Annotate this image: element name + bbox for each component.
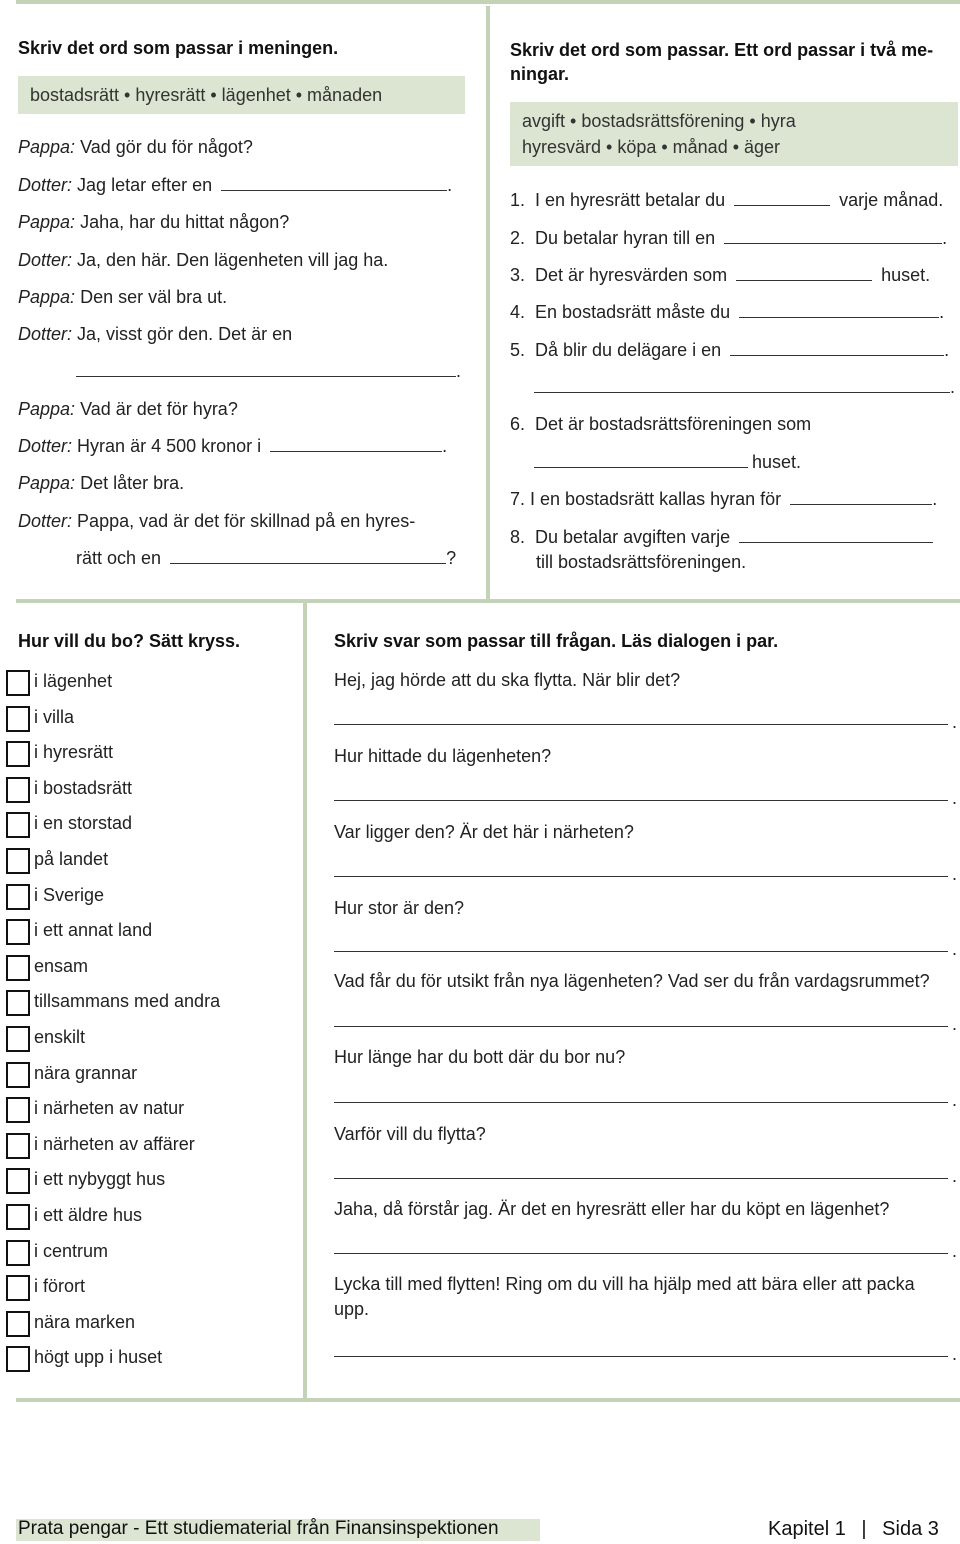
question-text: Hur hittade du lägenheten? [334,746,552,766]
answer-blank[interactable] [270,437,442,452]
question-text: Hur länge har du bott där du bor nu? [334,1047,626,1067]
dialog-heading: Skriv det ord som passar i meningen. [18,38,339,58]
exercise2-item: 3. Det är hyresvärden som huset. [510,265,931,285]
answer-blank[interactable] [736,266,872,281]
answer-line[interactable] [334,1356,948,1357]
dialog-line: rätt och en ? [76,548,457,568]
question-text: Lycka till med flytten! Ring om du vill ha hjälp med att bära eller att packa upp. [334,1274,915,1319]
center-divider-bottom [303,603,307,1400]
checkbox[interactable] [6,777,30,803]
chapter-label: Kapitel 1 [768,1518,846,1540]
checkbox[interactable] [6,812,30,838]
checkbox[interactable] [6,1133,30,1159]
exercise2-item: 5. Då blir du delägare i en . [510,340,950,360]
answer-blank[interactable] [730,341,944,356]
checklist-item-label: nära marken [34,1312,136,1332]
checklist-item-label: på landet [34,849,109,869]
checkbox[interactable] [6,1097,30,1123]
checkbox[interactable] [6,741,30,767]
answer-blank[interactable] [534,453,748,468]
checkbox[interactable] [6,1311,30,1337]
dialog-line: Pappa: Den ser väl bra ut. [18,287,228,307]
dialog-line: Pappa: Vad är det för hyra? [18,399,238,419]
checklist-item-label: i ett annat land [34,920,153,940]
answer-blank[interactable] [739,528,933,543]
checklist-heading: Hur vill du bo? Sätt kryss. [18,631,241,651]
checkbox[interactable] [6,919,30,945]
checklist-item-label: i Sverige [34,885,105,905]
checklist-item-label: i bostadsrätt [34,778,133,798]
exercise2-item: 4. En bostadsrätt måste du . [510,302,945,322]
footer-separator: | [861,1518,867,1540]
checklist-item-label: tillsammans med andra [34,991,221,1011]
exercise2-item: 8. Du betalar avgiften varje [510,526,933,548]
checkbox[interactable] [6,848,30,874]
checklist-item-label: i hyresrätt [34,742,114,762]
checkbox[interactable] [6,1204,30,1230]
checklist-item-label: i närheten av natur [34,1098,185,1118]
dialog-line: Dotter: Pappa, vad är det för skillnad på en hyres- [18,511,416,531]
answer-period: . [952,1166,958,1186]
dialog-line: Pappa: Jaha, har du hittat någon? [18,212,290,232]
answer-period: . [952,864,958,884]
answer-period: . [952,788,958,808]
dialog-line: Dotter: Ja, visst gör den. Det är en [18,324,293,344]
checklist-item-label: i villa [34,707,75,727]
checkbox[interactable] [6,955,30,981]
dialog-line: Pappa: Vad gör du för något? [18,137,253,157]
exercise2-item-cont: till bostadsrättsföreningen. [536,552,747,572]
checklist-item-label: i lägenhet [34,671,113,691]
answer-period: . [952,1241,958,1261]
exercise2-item: 2. Du betalar hyran till en . [510,228,948,248]
checkbox[interactable] [6,884,30,910]
answer-period: . [952,712,958,732]
dialog-line: Dotter: Ja, den här. Den lägenheten vill jag ha. [18,250,389,270]
dialog-line: Pappa: Det låter bra. [18,473,185,493]
answer-period: . [952,939,958,959]
answer-line[interactable] [334,1178,948,1179]
dialog-line: Dotter: Hyran är 4 500 kronor i . [18,436,448,456]
checkbox[interactable] [6,1026,30,1052]
answer-blank[interactable] [734,191,830,206]
checkbox[interactable] [6,990,30,1016]
dialog-word-bank: bostadsrätt • hyresrätt • lägenhet • månaden [18,76,465,114]
checklist-item-label: i närheten av affärer [34,1134,195,1154]
dialog-line-blank: . [76,360,461,382]
checkbox[interactable] [6,1346,30,1372]
checklist-item-label: nära grannar [34,1063,138,1083]
answer-period: . [952,1014,958,1034]
checklist-item-label: i förort [34,1276,86,1296]
top-rule [16,0,960,4]
answer-line[interactable] [334,800,948,801]
checkbox[interactable] [6,1240,30,1266]
checklist-item-label: i ett nybyggt hus [34,1169,166,1189]
exercise2-item: 1. I en hyresrätt betalar du varje månad. [510,190,944,210]
exercise2-word-bank: avgift • bostadsrättsförening • hyra hyresvärd • köpa • månad • äger [510,102,958,166]
checklist-item-label: i centrum [34,1241,109,1261]
answer-blank[interactable] [221,176,447,191]
answer-blank[interactable] [790,490,932,505]
answer-blank[interactable] [170,549,446,564]
question-text: Vad får du för utsikt från nya lägenheten? Vad ser du från vardagsrummet? [334,971,930,991]
checkbox[interactable] [6,670,30,696]
answer-line[interactable] [334,1102,948,1103]
question-text: Hur stor är den? [334,898,465,918]
mid-rule [16,599,960,603]
exercise2-item-blank: . [534,376,955,398]
checklist-item-label: högt upp i huset [34,1347,163,1367]
exercise2-heading: Skriv det ord som passar. Ett ord passar i två me- ningar. [510,40,934,84]
answer-line[interactable] [334,951,948,952]
center-divider-top [486,6,490,600]
exercise2-item: 7. I en bostadsrätt kallas hyran för . [510,489,938,509]
checkbox[interactable] [6,1062,30,1088]
exercise2-item: 6. Det är bostadsrättsföreningen som [510,414,812,434]
question-text: Varför vill du flytta? [334,1124,486,1144]
answer-blank[interactable] [739,303,939,318]
checklist-item-label: i en storstad [34,813,133,833]
questions-heading: Skriv svar som passar till frågan. Läs dialogen i par. [334,631,779,651]
answer-line[interactable] [334,724,948,725]
checkbox[interactable] [6,1275,30,1301]
checkbox[interactable] [6,1168,30,1194]
checklist-item-label: enskilt [34,1027,86,1047]
exercise2-item-cont: huset. [534,451,801,473]
answer-period: . [952,1344,958,1364]
answer-blank[interactable] [76,362,456,377]
footer-pagination [768,1516,939,1542]
dialog-line: Dotter: Jag letar efter en . [18,175,453,195]
answer-line[interactable] [334,876,948,877]
checklist-item-label: i ett äldre hus [34,1205,143,1225]
bottom-rule [16,1398,960,1402]
answer-period: . [952,1090,958,1110]
answer-line[interactable] [334,1253,948,1254]
question-text: Jaha, då förstår jag. Är det en hyresrätt eller har du köpt en lägenhet? [334,1199,890,1219]
page-label: Sida 3 [882,1518,939,1540]
footer-title-text: Prata pengar - Ett studiematerial från Finansinspektionen [18,1518,499,1539]
checklist-item-label: ensam [34,956,89,976]
question-text: Hej, jag hörde att du ska flytta. När blir det? [334,670,681,690]
answer-line[interactable] [334,1026,948,1027]
checkbox[interactable] [6,706,30,732]
question-text: Var ligger den? Är det här i närheten? [334,822,634,842]
answer-blank[interactable] [724,229,942,244]
answer-blank[interactable] [534,378,950,393]
